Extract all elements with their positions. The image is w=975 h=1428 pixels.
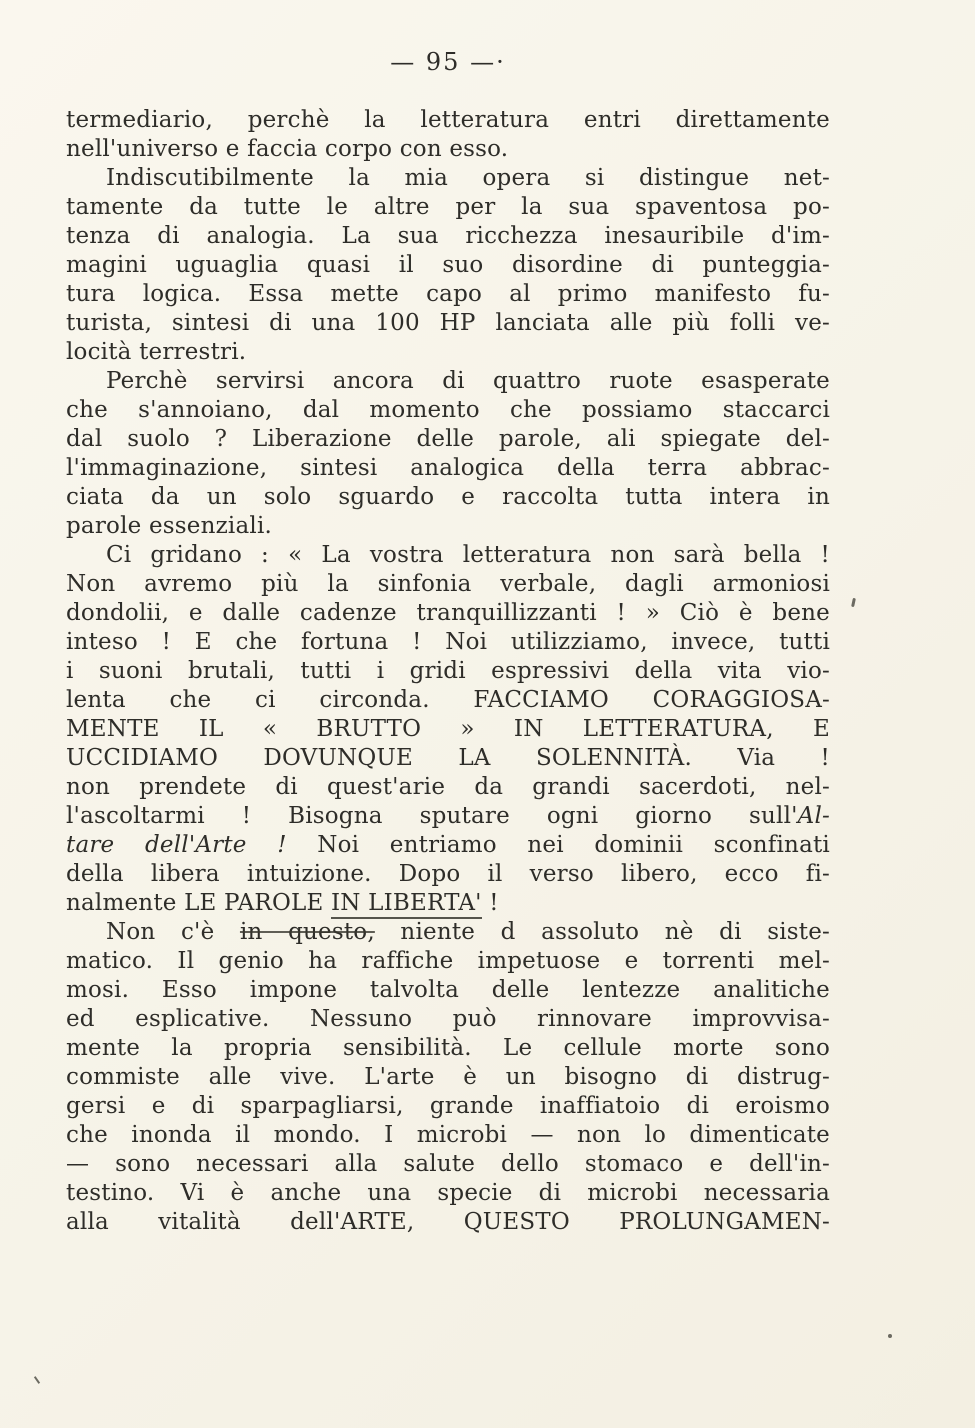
text-line [66,1208,830,1237]
text-segment: dal suolo ? Liberazione delle parole, ali spiegate del- [66,426,830,452]
text-segment: non prendete di quest'arie da grandi sacerdoti, nel- [66,774,830,800]
text-line [66,309,830,338]
paragraph [66,106,830,164]
text-line [66,512,830,541]
text-line [66,831,830,860]
text-segment: ciata da un solo sguardo e raccolta tutta intera in [66,484,830,510]
text-segment: alla vitalità dell'ARTE, QUESTO PROLUNGAMEN- [66,1209,830,1235]
text-segment: Noi entriamo nei dominii sconfinati [286,832,830,858]
page-number: — 95 —· [390,48,506,76]
text-segment: IN LIBERTA' [331,890,482,919]
text-line [66,889,830,918]
text-line [66,280,830,309]
text-line [66,1092,830,1121]
text-segment: nell'universo e faccia corpo con esso. [66,136,509,162]
text-line [66,1034,830,1063]
text-line [66,628,830,657]
text-segment: che inonda il mondo. I microbi — non lo dimenticate [66,1122,830,1148]
text-line [66,135,830,164]
text-segment: tenza di analogia. La sua ricchezza inesauribile d'im- [66,223,830,249]
text-line [66,947,830,976]
paragraph [66,541,830,918]
text-segment: tare dell'Arte ! [66,832,287,858]
text-segment: mosi. Esso impone talvolta delle lentezze analitiche [66,977,830,1003]
text-segment: — sono necessari alla salute dello stomaco e dell'in- [66,1151,830,1177]
text-segment: MENTE IL « BRUTTO » IN LETTERATURA, E [66,716,830,742]
text-line [66,106,830,135]
text-segment: mente la propria sensibilità. Le cellule morte sono [66,1035,830,1061]
text-line [66,918,830,947]
text-line [66,541,830,570]
text-segment: testino. Vi è anche una specie di microbi necessaria [66,1180,830,1206]
text-segment: Non avremo più la sinfonia verbale, dagli armoniosi [66,571,830,597]
text-segment: niente d assoluto nè di siste- [374,919,830,945]
text-line [66,715,830,744]
text-segment: l'ascoltarmi ! Bisogna sputare ogni giorno sull' [66,803,798,829]
text-line [66,367,830,396]
text-block [66,106,830,1237]
text-segment: Non c'è [106,919,240,945]
text-segment: locità terrestri. [66,339,247,365]
scan-speck [851,598,856,607]
text-segment: tamente da tutte le altre per la sua spaventosa po- [66,194,830,220]
text-line [66,744,830,773]
text-segment: gersi e di sparpagliarsi, grande inaffiatoio di eroismo [66,1093,830,1119]
text-segment: matico. Il genio ha raffiche impetuose e torrenti mel- [66,948,830,974]
text-line [66,425,830,454]
text-line [66,1121,830,1150]
text-segment: Indiscutibilmente la mia opera si distingue net- [106,165,830,191]
text-line [66,599,830,628]
text-segment: nalmente LE PAROLE [66,890,331,916]
text-segment: UCCIDIAMO DOVUNQUE LA SOLENNITÀ. Via ! [66,745,830,771]
text-segment: dondolii, e dalle cadenze tranquillizzanti ! » Ciò è bene [66,600,830,626]
text-segment: i suoni brutali, tutti i gridi espressivi della vita vio- [66,658,830,684]
text-segment: della libera intuizione. Dopo il verso libero, ecco fi- [66,861,830,887]
text-line [66,1005,830,1034]
text-line [66,338,830,367]
text-line [66,193,830,222]
text-line [66,773,830,802]
text-segment: magini uguaglia quasi il suo disordine di punteggia- [66,252,830,278]
text-line [66,976,830,1005]
text-segment: inteso ! E che fortuna ! Noi utilizziamo, invece, tutti [66,629,830,655]
text-segment: ! [481,890,499,916]
text-line [66,1179,830,1208]
text-line [66,1150,830,1179]
text-segment: che s'annoiano, dal momento che possiamo staccarci [66,397,830,423]
scan-speck [34,1376,40,1384]
text-segment: Ci gridano : « La vostra letteratura non sarà bella ! [106,542,830,568]
text-line [66,570,830,599]
text-segment: Al- [797,803,830,829]
paragraph [66,367,830,541]
text-segment: termediario, perchè la letteratura entri direttamente [66,107,830,133]
text-line [66,686,830,715]
text-segment: lenta che ci circonda. FACCIAMO CORAGGIOSA- [66,687,830,713]
text-line [66,454,830,483]
text-segment: ed esplicative. Nessuno può rinnovare improvvisa- [66,1006,830,1032]
text-segment: turista, sintesi di una 100 HP lanciata alle più folli ve- [66,310,830,336]
paragraph [66,918,830,1237]
text-line [66,860,830,889]
text-segment: tura logica. Essa mette capo al primo manifesto fu- [66,281,830,307]
scan-speck [888,1334,892,1338]
text-segment: parole essenziali. [66,513,273,539]
text-line [66,251,830,280]
text-line [66,164,830,193]
paragraph [66,164,830,367]
text-segment: in questo, [239,919,375,945]
text-line [66,222,830,251]
text-segment: Perchè servirsi ancora di quattro ruote esasperate [106,368,830,394]
text-segment: l'immaginazione, sintesi analogica della terra abbrac- [66,455,830,481]
text-line [66,483,830,512]
text-line [66,1063,830,1092]
text-line [66,396,830,425]
text-segment: commiste alle vive. L'arte è un bisogno di distrug- [66,1064,830,1090]
text-line [66,802,830,831]
text-line [66,657,830,686]
